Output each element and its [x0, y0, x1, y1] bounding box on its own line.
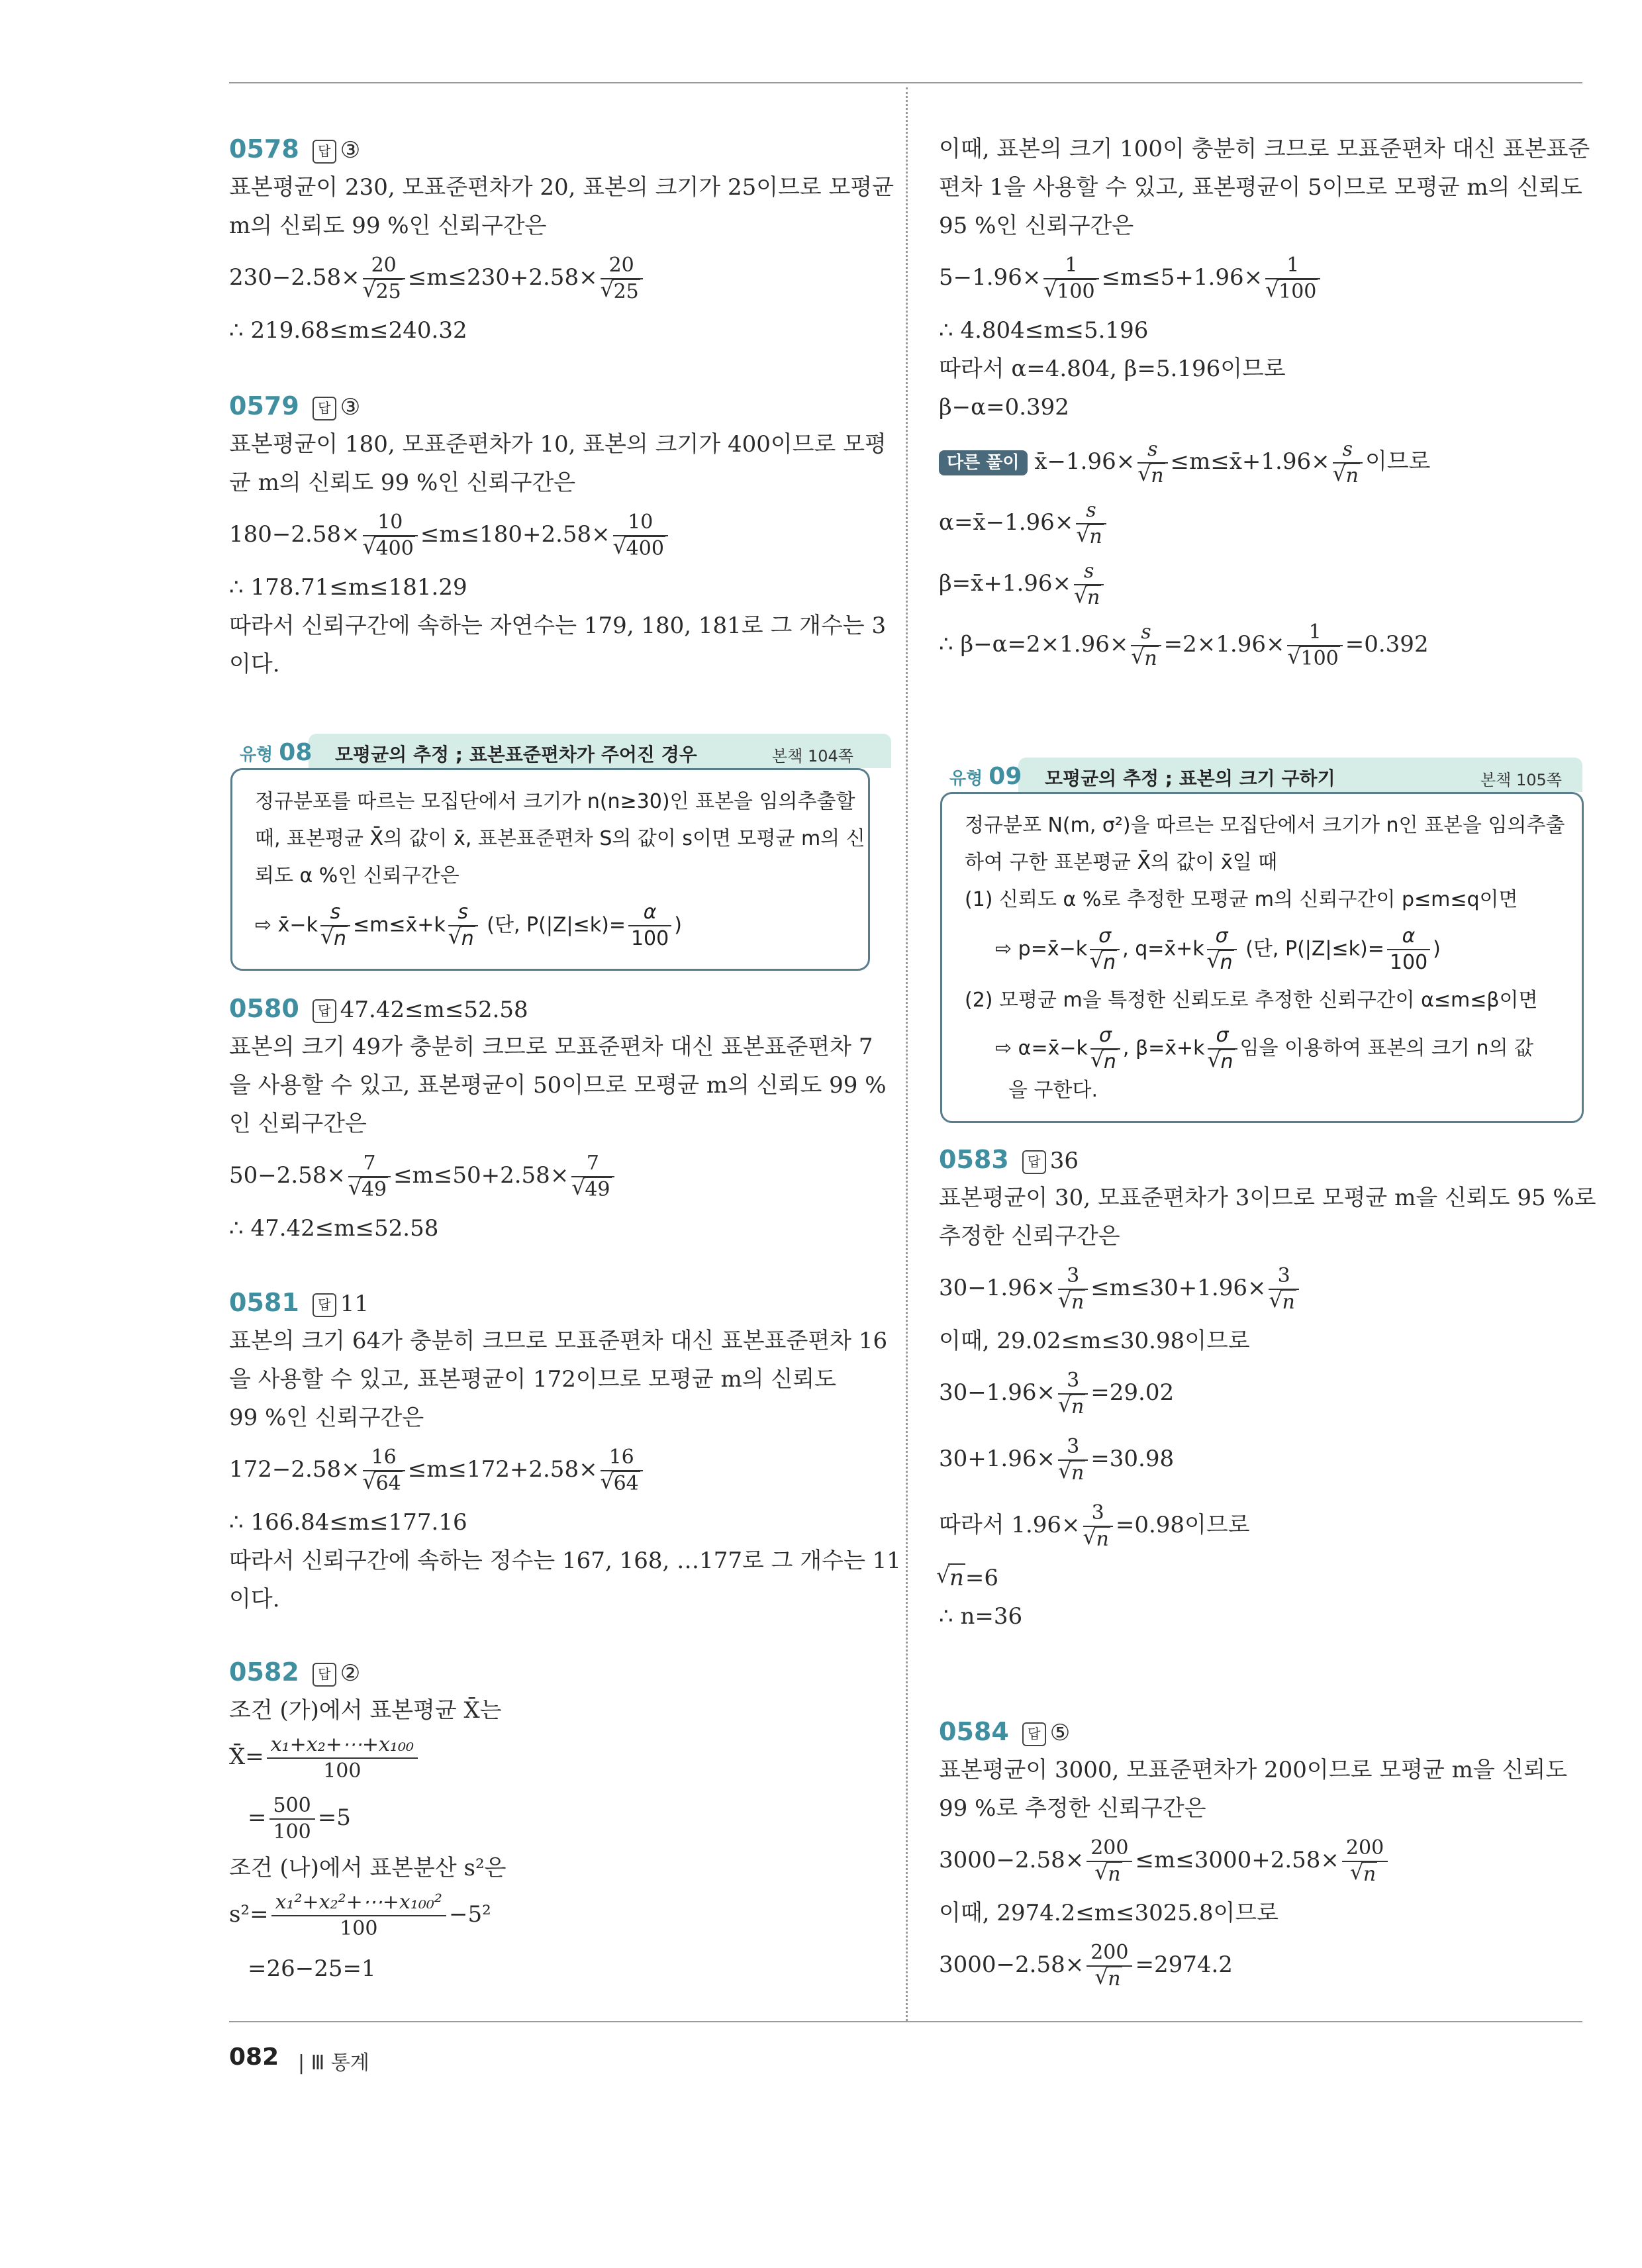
solution-line5: 따라서 α=4.804, β=5.196이므로 — [939, 356, 1286, 382]
type08-box: 정규분포를 따르는 모집단에서 크기가 n(n≥30)인 표본을 임의추출할 때, 표본평균 X̄의 값이 x̄, 표본표준편차 S의 값이 s이면 모평균 m의 신 뢰도 α %인 신뢰구간은 ⇨ x̄−k s √ n ≤m≤x̄+k s √ n (단, P(|Z|≤k)= $\frac{\alpha}{100}$ ) — [230, 768, 870, 971]
answer-icon: 답 — [313, 999, 336, 1023]
problem-0578-formula: 230−2.58× 20 √ 25 ≤m≤230+2.58× 20 √ 25 — [229, 253, 646, 305]
problem-0579-result: ∴ 178.71≤m≤181.29 — [229, 574, 467, 601]
problem-0584-formula: 3000−2.58× 200 √ n ≤m≤3000+2.58× 200 √ n — [939, 1836, 1390, 1887]
problem-0579-header: 0579 답 ③ — [229, 391, 361, 420]
problem-0584-line3: 이때, 2974.2≤m≤3025.8이므로 — [939, 1900, 1279, 1926]
problem-0581-formula: 172−2.58× 16 √ 64 ≤m≤172+2.58× 16 √ 64 — [229, 1445, 646, 1497]
alt-solution-badge: 다른 풀이 — [939, 450, 1028, 475]
answer-icon: 답 — [1022, 1150, 1046, 1174]
problem-0579-line1: 표본평균이 180, 모표준편차가 10, 표본의 크기가 400이므로 모평 — [229, 431, 887, 458]
problem-0583-eq1: 30−1.96× 3 √ n =29.02 — [939, 1368, 1174, 1420]
problem-0581-line5: 따라서 신뢰구간에 속하는 정수는 167, 168, …177로 그 개수는 11 — [229, 1548, 901, 1574]
problem-0581-line1: 표본의 크기 64가 충분히 크므로 모표준편차 대신 표본표준편차 16 — [229, 1328, 888, 1354]
problem-0584-line1: 표본평균이 3000, 모표준편차가 200이므로 모평균 m을 신뢰도 — [939, 1757, 1568, 1783]
problem-0583-header: 0583 답 36 — [939, 1145, 1079, 1174]
bottom-rule — [229, 2021, 1582, 2022]
type08-ref: 본책 104쪽 — [772, 747, 853, 765]
problem-0579-line6: 이다. — [229, 651, 280, 677]
problem-0582-eq1: X̄= $\frac{\text{x₁+x₂+⋯+x₁₀₀}}{100}$ — [229, 1732, 420, 1784]
type08-header: 유형 08 모평균의 추정 ; 표본표준편차가 주어진 경우 본책 104쪽 — [229, 734, 891, 768]
type09-title: 모평균의 추정 ; 표본의 크기 구하기 — [1045, 767, 1335, 789]
problem-0581-result: ∴ 166.84≤m≤177.16 — [229, 1509, 467, 1536]
problem-0581-header: 0581 답 11 — [229, 1288, 369, 1317]
problem-0583-eq5: ∴ n=36 — [939, 1603, 1023, 1630]
column-divider — [906, 87, 908, 2021]
problem-0582-header: 0582 답 ② — [229, 1657, 361, 1687]
problem-0580-result: ∴ 47.42≤m≤52.58 — [229, 1215, 439, 1242]
problem-0583-line3: 이때, 29.02≤m≤30.98이므로 — [939, 1328, 1250, 1354]
problem-0580-line3: 인 신뢰구간은 — [229, 1110, 367, 1137]
problem-0584-line2: 99 %로 추정한 신뢰구간은 — [939, 1795, 1206, 1822]
problem-0583-eq2: 30+1.96× 3 √ n =30.98 — [939, 1434, 1174, 1486]
page-number: 082 — [229, 2044, 279, 2071]
problem-0582-line1: 조건 (가)에서 표본평균 X̄는 — [229, 1697, 502, 1724]
problem-0583-line1: 표본평균이 30, 모표준편차가 3이므로 모평균 m을 신뢰도 95 %로 — [939, 1185, 1596, 1211]
solution-line3: 95 %인 신뢰구간은 — [939, 213, 1134, 239]
answer-icon: 답 — [313, 397, 336, 420]
problem-0582-eq4: =26−25=1 — [248, 1955, 376, 1982]
solution-line6: β−α=0.392 — [939, 394, 1069, 420]
problem-0578-header: 0578 답 ③ — [229, 134, 361, 164]
top-rule — [229, 82, 1582, 83]
answer-icon: 답 — [1022, 1722, 1046, 1746]
problem-0580-formula: 50−2.58× 7 √ 49 ≤m≤50+2.58× 7 √ 49 — [229, 1151, 617, 1203]
problem-0580-line2: 을 사용할 수 있고, 표본평균이 50이므로 모평균 m의 신뢰도 99 % — [229, 1072, 887, 1099]
problem-0582-eq2: = $\frac{500}{100}$ =5 — [248, 1794, 351, 1844]
problem-0584-eq1: 3000−2.58× 200 √ n =2974.2 — [939, 1940, 1233, 1992]
answer-icon: 답 — [313, 1293, 336, 1317]
alt-solution-line3: β=x̄+1.96× s √ n — [939, 559, 1106, 611]
problem-0579-line2: 균 m의 신뢰도 99 %인 신뢰구간은 — [229, 469, 576, 496]
solution-result: ∴ 4.804≤m≤5.196 — [939, 317, 1149, 344]
solution-line2: 편차 1을 사용할 수 있고, 표본평균이 5이므로 모평균 m의 신뢰도 — [939, 174, 1582, 201]
problem-0578-result: ∴ 219.68≤m≤240.32 — [229, 317, 467, 344]
problem-0581-line3: 99 %인 신뢰구간은 — [229, 1405, 424, 1431]
alt-solution-line4: ∴ β−α=2×1.96× s √ n =2×1.96× 1 √ 100 =0.392 — [939, 620, 1429, 671]
problem-0581-line6: 이다. — [229, 1586, 280, 1612]
problem-0583-line2: 추정한 신뢰구간은 — [939, 1223, 1120, 1250]
section-label: | Ⅲ 통계 — [298, 2051, 369, 2075]
alt-solution-line1: 다른 풀이 x̄−1.96× s √ n ≤m≤x̄+1.96× s √ n 이므로 — [939, 437, 1430, 489]
problem-0583-eq4: √ n=6 — [939, 1559, 998, 1597]
problem-0583-formula: 30−1.96× 3 √ n ≤m≤30+1.96× 3 √ n — [939, 1263, 1302, 1315]
problem-0582-line3: 조건 (나)에서 표본분산 s²은 — [229, 1855, 507, 1881]
alt-solution-line2: α=x̄−1.96× s √ n — [939, 498, 1109, 550]
type08-title: 모평균의 추정 ; 표본표준편차가 주어진 경우 — [335, 744, 697, 765]
type09-ref: 본책 105쪽 — [1480, 771, 1562, 789]
answer-icon: 답 — [313, 140, 336, 164]
problem-0580-header: 0580 답 47.42≤m≤52.58 — [229, 994, 528, 1023]
problem-0578-line1: 표본평균이 230, 모표준편차가 20, 표본의 크기가 25이므로 모평균 — [229, 174, 894, 201]
type09-header: 유형 09 모평균의 추정 ; 표본의 크기 구하기 본책 105쪽 — [939, 758, 1582, 792]
type09-box: 정규분포 N(m, σ²)을 따르는 모집단에서 크기가 n인 표본을 임의추출 하여 구한 표본평균 X̄의 값이 x̄일 때 (1) 신뢰도 α %로 추정한 모평균 m의 신뢰구간이 p≤m≤q이면 ⇨ p=x̄−k σ √ n , q=x̄+k σ √ n (단, P(|Z|≤k)= $\frac{\alpha}{100}$ ) (2) 모평균 m을 특정한 신뢰도로 추정한 신뢰구간이 α≤m≤β이면 ⇨ α=x̄−k σ √ n , β=x̄+k σ √ n 임을 이용하여 표본의 크기 n의 값 을 구한다. — [940, 792, 1584, 1123]
problem-0583-eq3: 따라서 1.96× 3 √ n =0.98이므로 — [939, 1501, 1250, 1552]
problem-0578-line2: m의 신뢰도 99 %인 신뢰구간은 — [229, 213, 547, 239]
solution-line1: 이때, 표본의 크기 100이 충분히 크므로 모표준편차 대신 표본표준 — [939, 136, 1590, 162]
answer-icon: 답 — [313, 1663, 336, 1687]
problem-0582-eq3: s²= $\frac{\text{x₁²+x₂²+⋯+x₁₀₀²}}{100}$ −5² — [229, 1891, 491, 1940]
problem-0581-line2: 을 사용할 수 있고, 표본평균이 172이므로 모평균 m의 신뢰도 — [229, 1366, 836, 1393]
solution-formula: 5−1.96× 1 √ 100 ≤m≤5+1.96× 1 √ 100 — [939, 253, 1323, 305]
problem-0580-line1: 표본의 크기 49가 충분히 크므로 모표준편차 대신 표본표준편차 7 — [229, 1034, 873, 1060]
problem-0584-header: 0584 답 ⑤ — [939, 1717, 1071, 1746]
problem-0579-line5: 따라서 신뢰구간에 속하는 자연수는 179, 180, 181로 그 개수는 3 — [229, 613, 887, 639]
problem-0579-formula: 180−2.58× 10 √ 400 ≤m≤180+2.58× 10 √ 400 — [229, 510, 671, 562]
